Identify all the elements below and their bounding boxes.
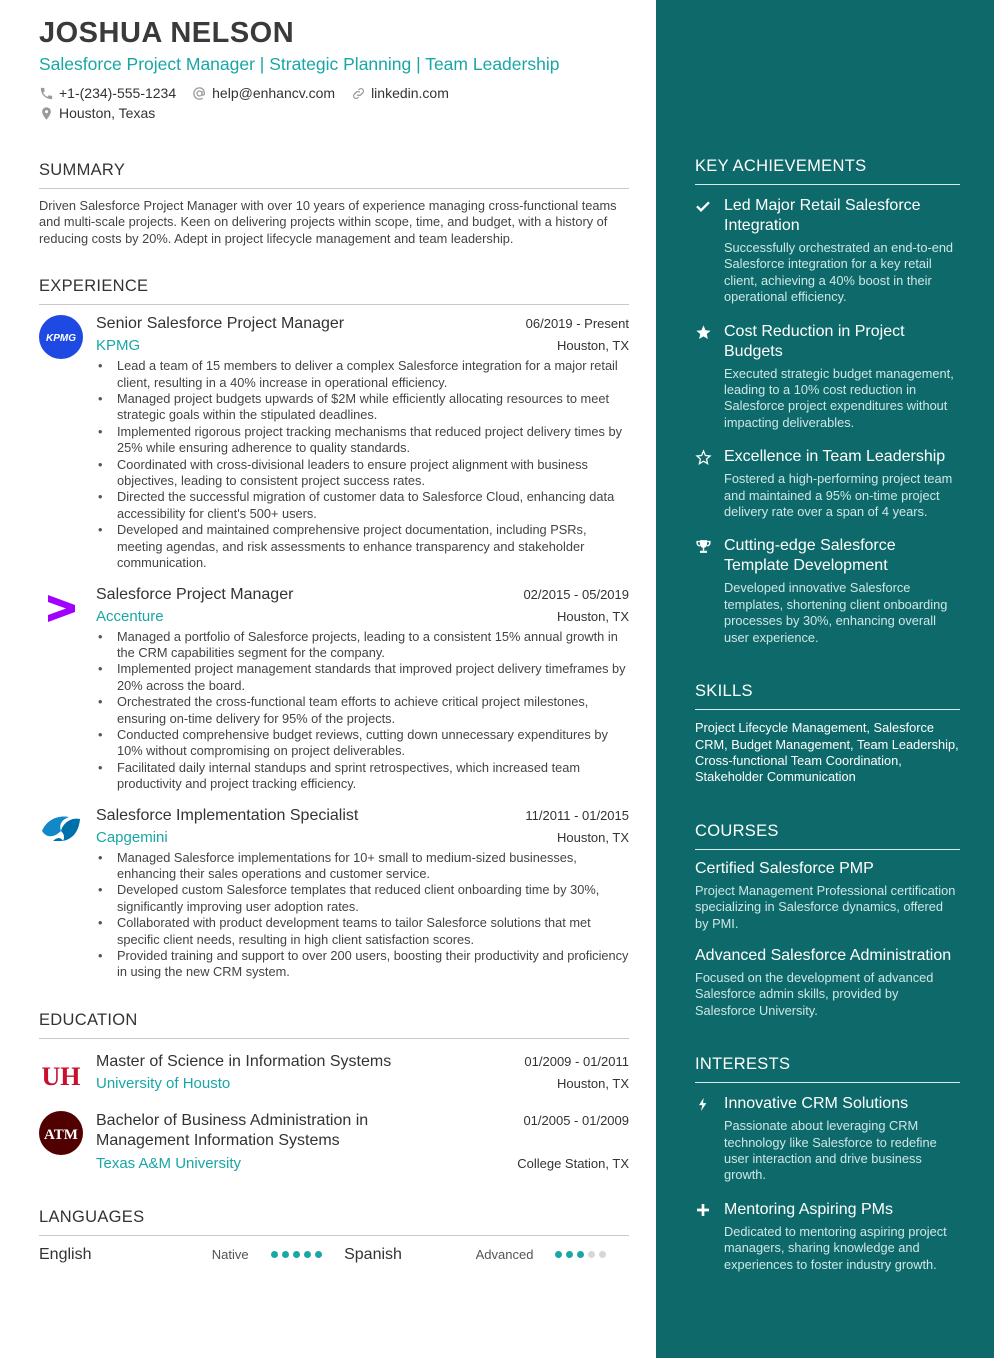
- achievement-desc: Successfully orchestrated an end-to-end Salesforce integration for a key retail client, achieving a 40% boost in their operational efficiency.: [724, 240, 954, 305]
- location-contact: [39, 105, 155, 121]
- bullet-item: • Lead a team of 15 members to deliver a complex Salesforce integration for a major retail client, resulting in a 40% increase in operational efficiency.: [96, 358, 629, 391]
- email-contact[interactable]: [192, 85, 335, 101]
- at-icon: [192, 86, 207, 101]
- kpmg-logo: [39, 315, 83, 359]
- degree: Bachelor of Business Administration in Management Information Systems: [96, 1111, 369, 1149]
- rating-dot-filled: [271, 1251, 278, 1258]
- bullet-item: • Developed custom Salesforce templates that reduced client onboarding time by 30%, significantly improving user adoption rates.: [96, 882, 629, 915]
- language-rating: [271, 1251, 345, 1258]
- phone-text: +1-(234)-555-1234: [59, 85, 177, 101]
- job-entry: [39, 807, 629, 981]
- rating-dot-filled: [577, 1251, 584, 1258]
- job-location: Houston, TX: [556, 608, 629, 624]
- rating-dot-filled: [555, 1251, 562, 1258]
- interest-item: [695, 1094, 960, 1184]
- tamu-logo-text: ATM: [44, 1126, 78, 1143]
- achievement-title: Led Major Retail Salesforce Integration: [724, 197, 921, 234]
- job-bullets: [96, 358, 629, 571]
- language-rating: [555, 1251, 629, 1258]
- edu-date: 01/2005 - 01/2009: [523, 1112, 629, 1128]
- achievement-title: Cutting-edge Salesforce Template Development: [724, 537, 896, 575]
- achievement-item: [695, 322, 960, 432]
- rating-dot-empty: [588, 1251, 595, 1258]
- bullet-item: • Conducted comprehensive budget reviews, cutting down unnecessary expenditures by 10% without compromising on project deliverables.: [96, 727, 629, 760]
- achievement-desc: Executed strategic budget management, leading to a 10% cost reduction in Salesforce project expenditures without impacting deliverables.: [724, 365, 954, 430]
- achievement-title: Excellence in Team Leadership: [724, 448, 946, 466]
- capgemini-logo: [39, 807, 83, 851]
- rating-dot-filled: [293, 1251, 300, 1258]
- linkedin-contact[interactable]: [351, 85, 449, 101]
- language-level: Advanced: [475, 1247, 534, 1263]
- rating-dot-empty: [599, 1251, 606, 1258]
- job-company: Capgemini: [96, 828, 168, 846]
- bullet-item: • Implemented project management standards that improved project delivery timeframes by 20% across the board.: [96, 661, 629, 694]
- interests-heading: INTERESTS: [695, 1055, 960, 1083]
- bullet-item: • Managed Salesforce implementations for 10+ small to medium-sized businesses, enhancing their sales operations and customer service.: [96, 850, 629, 883]
- language-name: Spanish: [344, 1245, 402, 1263]
- trophy-icon: [695, 538, 712, 555]
- experience-heading: EXPERIENCE: [39, 277, 629, 305]
- rating-dot-filled: [282, 1251, 289, 1258]
- bullet-item: • Developed and maintained comprehensive project documentation, including PSRs, meeting agendas, and risk assessments to enhance transparency and stakeholder communication.: [96, 522, 629, 571]
- job-entry: [39, 586, 629, 793]
- rating-dot-filled: [566, 1251, 573, 1258]
- interest-desc: Passionate about leveraging CRM technology like Salesforce to redefine user interaction and drive business growth.: [724, 1118, 937, 1183]
- achievement-desc: Fostered a high-performing project team and maintained a 95% on-time project delivery rate over a span of 4 years.: [724, 471, 953, 520]
- job-role: Salesforce Implementation Specialist: [96, 806, 359, 824]
- candidate-name: JOSHUA NELSON: [39, 17, 295, 49]
- interest-item: [695, 1200, 960, 1273]
- phone-contact: [39, 85, 176, 101]
- skills-heading: SKILLS: [695, 682, 960, 710]
- job-location: Houston, TX: [556, 829, 629, 845]
- uh-logo: [39, 1053, 83, 1097]
- headline: Salesforce Project Manager | Strategic Planning | Team Leadership: [39, 54, 560, 74]
- job-bullets: [96, 850, 629, 981]
- link-icon: [351, 86, 366, 101]
- achievement-item: [695, 447, 960, 520]
- bullet-item: • Coordinated with cross-divisional leaders to ensure project alignment with business objectives, leading to consistent project success rates.: [96, 457, 629, 490]
- bolt-icon: [695, 1096, 711, 1113]
- sidebar: [656, 0, 994, 1358]
- job-date: 06/2019 - Present: [525, 316, 629, 332]
- degree: Master of Science in Information Systems: [96, 1052, 392, 1070]
- star-outline-icon: [695, 449, 712, 466]
- job-company: KPMG: [96, 337, 141, 355]
- course-desc: Project Management Professional certification specializing in Salesforce dynamics, offered by PMI.: [695, 882, 956, 931]
- bullet-item: • Facilitated daily internal standups and sprint retrospectives, which increased team productivity and project tracking efficiency.: [96, 760, 629, 793]
- education-heading: EDUCATION: [39, 1011, 629, 1039]
- interest-title: Innovative CRM Solutions: [724, 1095, 909, 1113]
- bullet-item: • Directed the successful migration of customer data to Salesforce Cloud, enhancing data accessibility for client's 500+ users.: [96, 489, 629, 522]
- plus-icon: [695, 1202, 711, 1218]
- achievement-desc: Developed innovative Salesforce templates, shortening client onboarding processes by 30%, enhancing overall user experience.: [724, 580, 948, 645]
- course-title: Certified Salesforce PMP: [695, 859, 874, 877]
- school: University of Housto: [96, 1074, 231, 1092]
- bullet-item: • Implemented rigorous project tracking mechanisms that reduced project delivery times by 25% while ensuring adherence to quality standards.: [96, 424, 629, 457]
- bullet-item: • Orchestrated the cross-functional team efforts to achieve critical project milestones, ensuring on-time delivery for 95% of the projects.: [96, 694, 629, 727]
- tamu-logo: [39, 1111, 83, 1155]
- job-company: Accenture: [96, 607, 164, 625]
- edu-location: Houston, TX: [556, 1075, 629, 1091]
- summary-text: Driven Salesforce Project Manager with over 10 years of experience managing cross-functional teams and multi-scale projects. Keen on delivering projects within scope, time, and budget, with a history of reducing costs by 20%. Adept in project lifecycle management and team leadership.: [39, 198, 617, 246]
- school: Texas A&M University: [96, 1154, 242, 1172]
- check-icon: [695, 198, 711, 214]
- rating-dot-filled: [304, 1251, 311, 1258]
- job-bullets: [96, 629, 629, 793]
- courses-heading: COURSES: [695, 822, 960, 850]
- star-filled-icon: [695, 324, 712, 341]
- achievements-heading: KEY ACHIEVEMENTS: [695, 157, 960, 185]
- rating-dot-filled: [315, 1251, 322, 1258]
- edu-location: College Station, TX: [517, 1155, 629, 1171]
- language-name: English: [39, 1245, 92, 1263]
- interest-title: Mentoring Aspiring PMs: [724, 1200, 893, 1218]
- job-date: 02/2015 - 05/2019: [523, 586, 629, 602]
- location-text: Houston, Texas: [59, 105, 156, 121]
- summary-heading: SUMMARY: [39, 161, 629, 189]
- job-entry: [39, 315, 629, 571]
- achievement-item: [695, 536, 960, 646]
- email-text: help@enhancv.com: [212, 85, 336, 101]
- achievement-item: [695, 196, 960, 306]
- uh-logo-text: UH: [41, 1061, 81, 1091]
- job-role: Salesforce Project Manager: [96, 585, 294, 603]
- languages-row: [39, 1244, 629, 1266]
- interest-desc: Dedicated to mentoring aspiring project managers, sharing knowledge and experiences to foster industry growth.: [724, 1223, 947, 1272]
- linkedin-text: linkedin.com: [371, 85, 449, 101]
- education-entry: [39, 1111, 629, 1172]
- bullet-item: • Provided training and support to over 200 users, boosting their productivity and proficiency in using the new CRM system.: [96, 948, 629, 981]
- phone-icon: [39, 86, 54, 101]
- job-date: 11/2011 - 01/2015: [525, 807, 629, 823]
- kpmg-logo-text: KPMG: [46, 333, 76, 345]
- languages-heading: LANGUAGES: [39, 1208, 629, 1236]
- course-title: Advanced Salesforce Administration: [695, 946, 952, 964]
- accenture-logo: [39, 586, 83, 630]
- achievement-title: Cost Reduction in Project Budgets: [724, 322, 905, 360]
- job-role: Senior Salesforce Project Manager: [96, 315, 345, 333]
- job-location: Houston, TX: [556, 338, 629, 354]
- course-desc: Focused on the development of advanced Salesforce admin skills, provided by Salesforce University.: [695, 969, 934, 1018]
- skills-text: Project Lifecycle Management, Salesforce CRM, Budget Management, Team Leadership, Cross-functional Team Coordination, Stakeholder Communication: [695, 720, 959, 785]
- edu-date: 01/2009 - 01/2011: [524, 1053, 629, 1069]
- language-level: Native: [211, 1247, 249, 1263]
- contact-info: [39, 83, 629, 123]
- bullet-item: • Collaborated with product development teams to tailor Salesforce solutions that met specific client needs, resulting in high client satisfaction scores.: [96, 915, 629, 948]
- education-entry: [39, 1053, 629, 1097]
- location-pin-icon: [39, 106, 54, 121]
- bullet-item: • Managed a portfolio of Salesforce projects, leading to a consistent 15% annual growth in the CRM capabilities segment for the company.: [96, 629, 629, 662]
- bullet-item: • Managed project budgets upwards of $2M while efficiently allocating resources to meet strategic goals within the stipulated deadlines.: [96, 391, 629, 424]
